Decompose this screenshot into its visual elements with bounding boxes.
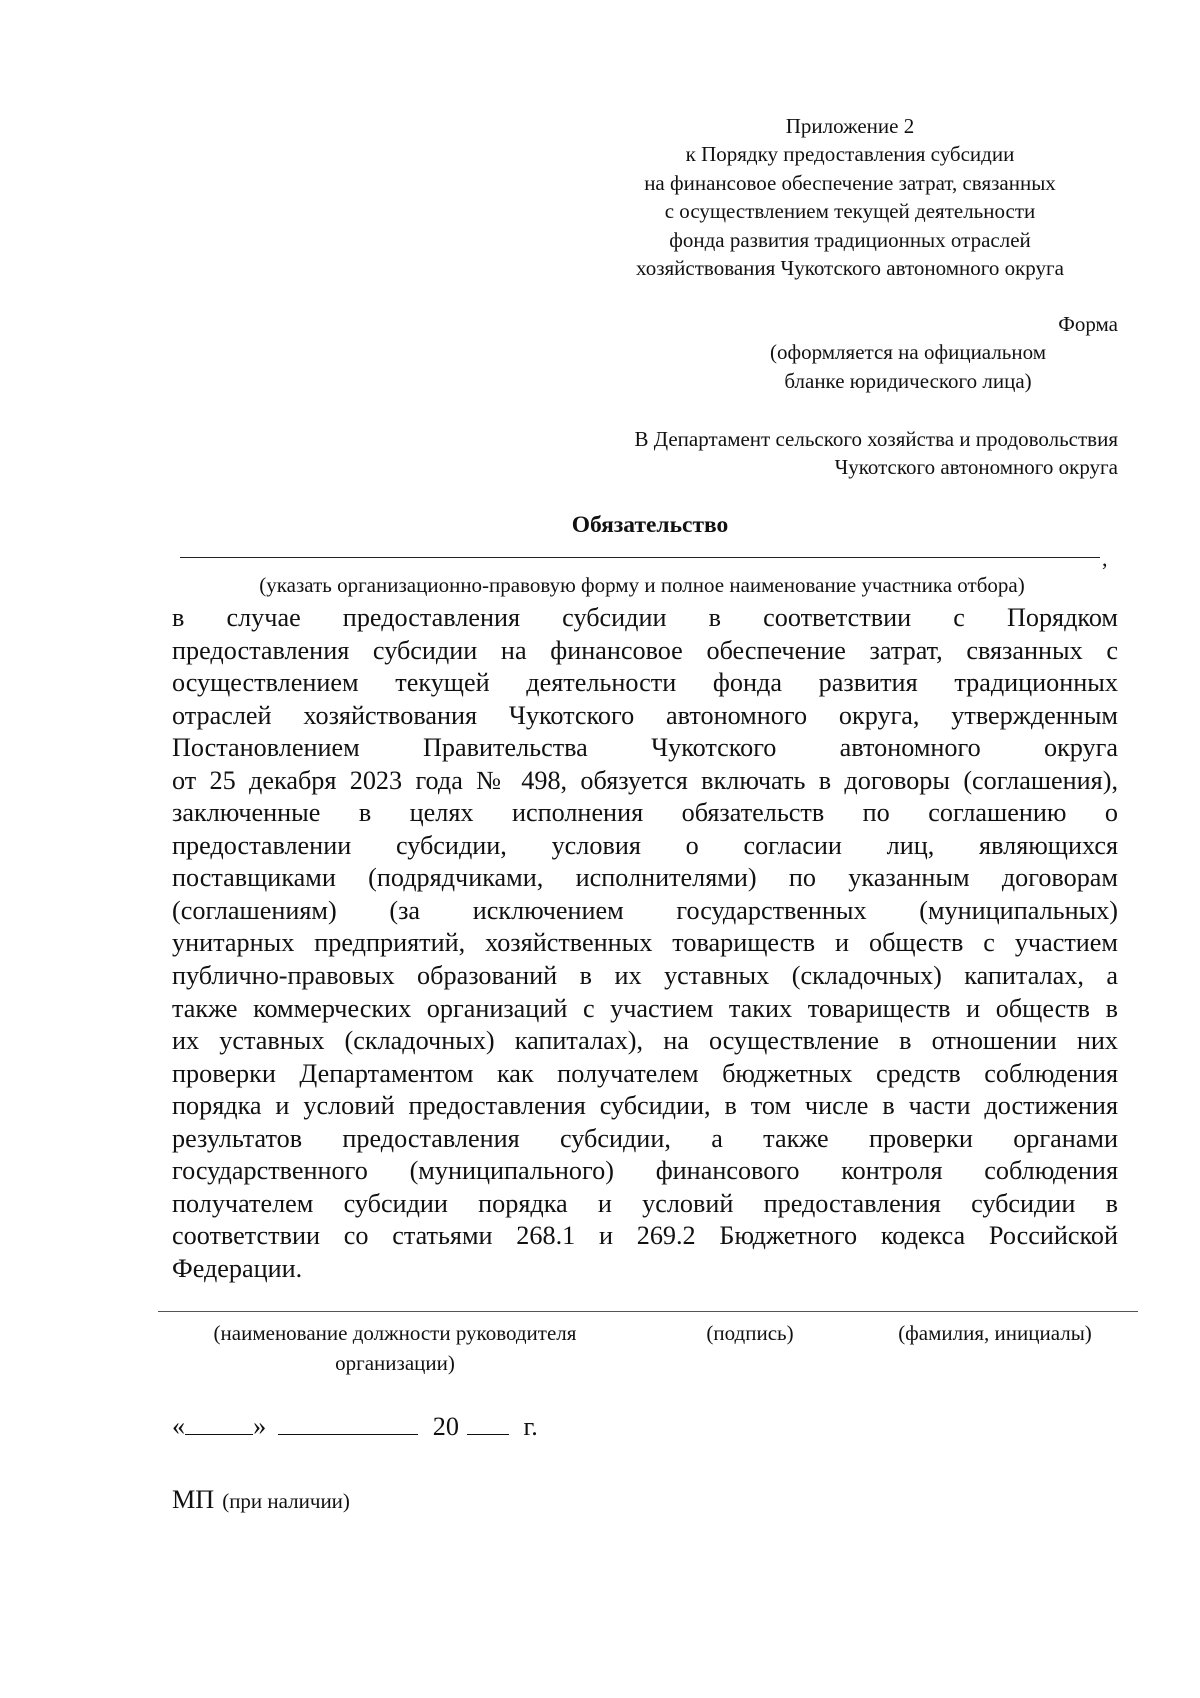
date-close-quote: » [253, 1411, 267, 1441]
participant-name-comma: , [1102, 546, 1108, 571]
body-line: (соглашениям) (за исключением государственных (муниципальных) [172, 895, 1118, 925]
date-year-blank [467, 1410, 509, 1435]
body-line: государственного (муниципального) финансового контроля соблюдения [172, 1156, 1118, 1186]
form-label-block [698, 310, 1118, 395]
form-label: Форма [1058, 312, 1118, 336]
body-line: Федерации. [172, 1253, 303, 1283]
date-day-blank [185, 1410, 253, 1435]
date-year-prefix: 20 [432, 1411, 459, 1441]
participant-name-line [180, 557, 1100, 558]
addressee-line: В Департамент сельского хозяйства и продовольствия [634, 427, 1118, 451]
body-line: также коммерческих организаций с участием таких товариществ и обществ в [172, 993, 1118, 1023]
body-line: проверки Департаментом как получателем бюджетных средств соблюдения [172, 1058, 1118, 1088]
obligation-body [172, 602, 1118, 1285]
body-line: заключенные в целях исполнения обязательств по соглашению о [172, 798, 1118, 828]
appendix-line: с осуществлением текущей деятельности [664, 199, 1036, 224]
body-line: их уставных (складочных) капиталах), на осуществление в отношении них [172, 1026, 1118, 1056]
body-line: отраслей хозяйствования Чукотского автономного округа, утвержденным [172, 700, 1118, 730]
body-line: осуществлением текущей деятельности фонда развития традиционных [172, 668, 1118, 698]
body-line: поставщиками (подрядчиками, исполнителями) по указанным договорам [172, 863, 1118, 893]
body-line: предоставлении субсидии, условия о согласии лиц, являющихся [172, 830, 1118, 860]
addressee-line: Чукотского автономного округа [834, 455, 1118, 480]
date-year-suffix: г. [523, 1411, 538, 1441]
body-line: результатов предоставления субсидии, а также проверки органами [172, 1123, 1118, 1153]
seal-label: МП [172, 1485, 215, 1514]
body-line: публично-правовых образований в их уставных (складочных) капиталах, а [172, 961, 1118, 991]
appendix-line: к Порядку предоставления субсидии [685, 142, 1015, 167]
body-line: предоставления субсидии на финансовое обеспечение затрат, связанных с [172, 635, 1118, 665]
signature-position-line: организации) [335, 1351, 455, 1375]
signature-sign-caption: (подпись) [706, 1321, 794, 1345]
addressee-block [418, 425, 1118, 482]
seal-block [172, 1485, 350, 1515]
body-line: порядка и условий предоставления субсидии, в том числе в части достижения [172, 1091, 1118, 1121]
body-line: соответствии со статьями 268.1 и 269.2 Бюджетного кодекса Российской [172, 1221, 1118, 1251]
seal-note: (при наличии) [222, 1489, 350, 1513]
signature-line [158, 1311, 1138, 1312]
signature-name-caption: (фамилия, инициалы) [898, 1321, 1092, 1345]
document-title: Обязательство [571, 512, 729, 538]
signature-position-caption [160, 1318, 630, 1378]
appendix-line: на финансовое обеспечение затрат, связанных [644, 170, 1056, 195]
form-note-line: (оформляется на официальном [769, 340, 1046, 365]
form-note-line: бланке юридического лица) [784, 368, 1032, 393]
appendix-header [580, 112, 1120, 282]
body-line: получателем субсидии порядка и условий предоставления субсидии в [172, 1188, 1118, 1218]
body-line: от 25 декабря 2023 года № 498, обязуется включать в договоры (соглашения), [172, 765, 1118, 795]
date-month-blank [278, 1410, 418, 1435]
date-field [172, 1410, 538, 1442]
body-line: Постановлением Правительства Чукотского автономного округа [172, 733, 1118, 763]
body-line: унитарных предприятий, хозяйственных товариществ и обществ с участием [172, 928, 1118, 958]
participant-name-hint: (указать организационно-правовую форму и полное наименование участника отбора) [259, 573, 1025, 597]
date-open-quote: « [172, 1411, 186, 1441]
signature-position-line: (наименование должности руководителя [213, 1321, 577, 1345]
body-line: в случае предоставления субсидии в соответствии с Порядком [172, 603, 1118, 632]
appendix-line: фонда развития традиционных отраслей [669, 227, 1031, 252]
appendix-line: Приложение 2 [785, 114, 915, 138]
appendix-line: хозяйствования Чукотского автономного округа [636, 256, 1064, 281]
